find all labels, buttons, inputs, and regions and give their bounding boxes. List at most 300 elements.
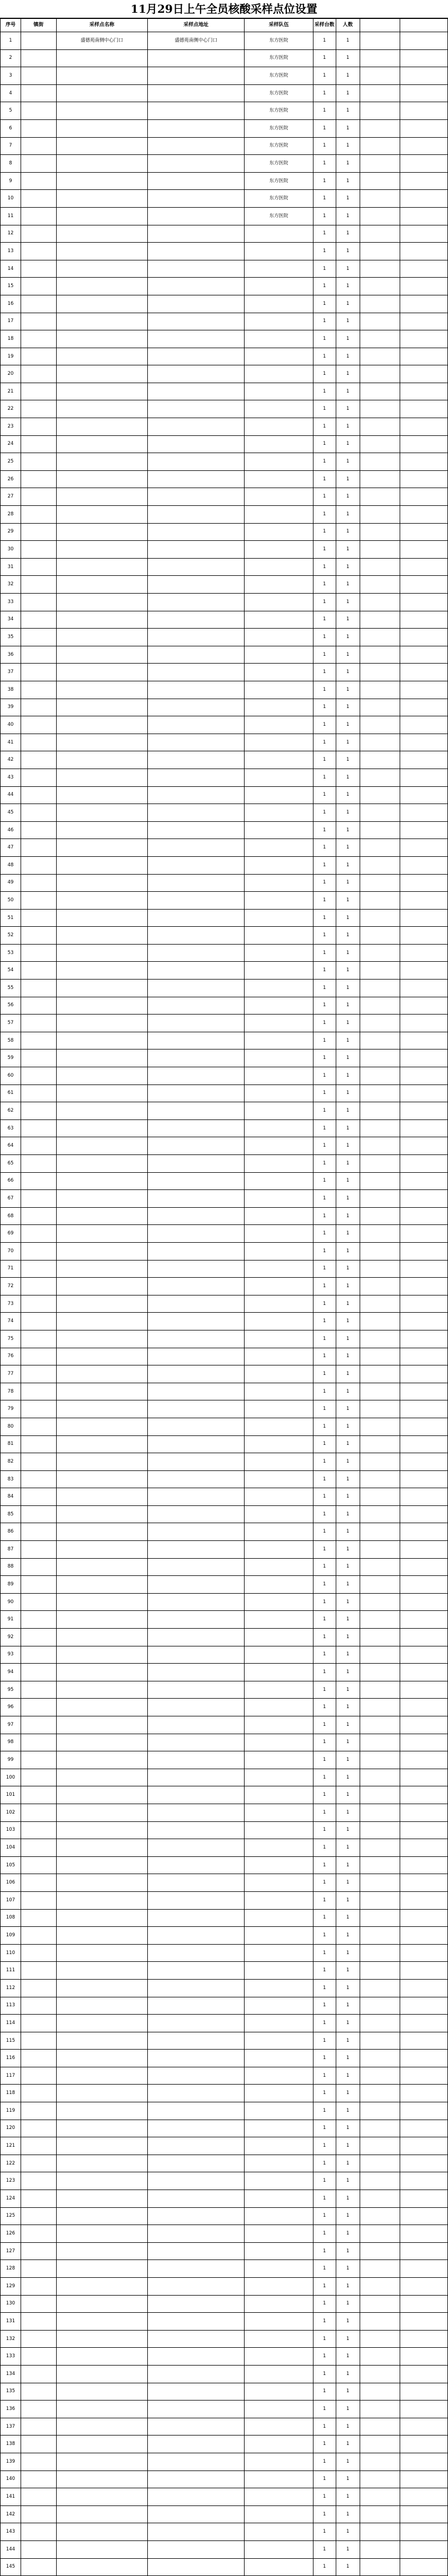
- cell-point-name: [56, 1084, 147, 1102]
- cell-remark: [400, 1435, 447, 1453]
- table-row: [1, 769, 448, 786]
- table-row: [1, 2488, 448, 2506]
- table-row: [1, 2348, 448, 2366]
- cell-people: 1: [336, 2365, 360, 2383]
- cell-remark: [400, 1699, 447, 1716]
- cell-stations: 1: [313, 558, 336, 576]
- cell-remark: [400, 1155, 447, 1173]
- cell-team: [245, 2453, 313, 2470]
- cell-point-name: [56, 2436, 147, 2453]
- cell-stations: 1: [313, 1699, 336, 1716]
- cell-seq: 126: [1, 2225, 21, 2243]
- cell-group: [360, 435, 400, 453]
- table-row: [1, 400, 448, 418]
- cell-stations: 1: [313, 1470, 336, 1488]
- cell-point-name: [56, 594, 147, 611]
- table-row: [1, 207, 448, 225]
- cell-people: 1: [336, 1260, 360, 1278]
- cell-town: [21, 1804, 56, 1821]
- cell-group: [360, 330, 400, 348]
- cell-point-name: [56, 874, 147, 892]
- cell-point-address: [147, 119, 245, 137]
- cell-team: 东方医院: [245, 207, 313, 225]
- table-row: [1, 1207, 448, 1225]
- cell-stations: 1: [313, 1769, 336, 1786]
- cell-people: 1: [336, 576, 360, 594]
- cell-group: [360, 225, 400, 243]
- cell-seq: 4: [1, 84, 21, 102]
- cell-team: [245, 2242, 313, 2260]
- cell-seq: 56: [1, 997, 21, 1015]
- cell-point-name: [56, 2242, 147, 2260]
- cell-stations: 1: [313, 1242, 336, 1260]
- cell-people: 1: [336, 1664, 360, 1681]
- cell-point-name: [56, 751, 147, 769]
- cell-stations: 1: [313, 67, 336, 85]
- cell-group: [360, 1435, 400, 1453]
- cell-point-name: [56, 2540, 147, 2558]
- table-row: [1, 2295, 448, 2313]
- cell-point-address: [147, 1050, 245, 1067]
- cell-town: [21, 699, 56, 716]
- cell-remark: [400, 172, 447, 190]
- cell-stations: 1: [313, 32, 336, 50]
- cell-town: [21, 243, 56, 260]
- cell-people: 1: [336, 1050, 360, 1067]
- cell-point-address: [147, 821, 245, 839]
- table-row: [1, 1821, 448, 1839]
- cell-point-address: [147, 558, 245, 576]
- cell-group: [360, 32, 400, 50]
- cell-people: 1: [336, 2418, 360, 2436]
- cell-stations: 1: [313, 1383, 336, 1400]
- cell-seq: 97: [1, 1716, 21, 1734]
- table-row: [1, 2453, 448, 2470]
- cell-stations: 1: [313, 2120, 336, 2137]
- cell-point-address: [147, 2225, 245, 2243]
- table-row: [1, 664, 448, 681]
- cell-group: [360, 751, 400, 769]
- cell-group: [360, 1821, 400, 1839]
- cell-group: [360, 2155, 400, 2172]
- cell-point-name: [56, 1365, 147, 1383]
- cell-remark: [400, 2313, 447, 2331]
- cell-point-address: [147, 594, 245, 611]
- cell-group: [360, 786, 400, 804]
- cell-remark: [400, 980, 447, 997]
- cell-town: [21, 997, 56, 1015]
- cell-stations: 1: [313, 418, 336, 436]
- cell-remark: [400, 927, 447, 945]
- table-row: [1, 2383, 448, 2401]
- cell-people: 1: [336, 997, 360, 1015]
- cell-point-address: [147, 2295, 245, 2313]
- cell-people: 1: [336, 2523, 360, 2541]
- cell-seq: 82: [1, 1453, 21, 1471]
- cell-point-name: [56, 1839, 147, 1857]
- cell-team: [245, 2015, 313, 2032]
- cell-people: 1: [336, 2295, 360, 2313]
- cell-people: 1: [336, 1646, 360, 1664]
- cell-stations: 1: [313, 506, 336, 524]
- cell-point-name: [56, 1856, 147, 1874]
- cell-town: [21, 1611, 56, 1629]
- cell-people: 1: [336, 2348, 360, 2366]
- cell-team: 东方医院: [245, 137, 313, 155]
- cell-point-address: [147, 2453, 245, 2470]
- cell-remark: [400, 119, 447, 137]
- cell-point-name: [56, 1207, 147, 1225]
- table-row: [1, 611, 448, 629]
- cell-group: [360, 2540, 400, 2558]
- cell-remark: [400, 1804, 447, 1821]
- cell-point-name: [56, 243, 147, 260]
- cell-team: [245, 313, 313, 330]
- cell-team: [245, 1927, 313, 1945]
- table-row: [1, 2190, 448, 2208]
- cell-team: [245, 260, 313, 278]
- cell-town: [21, 594, 56, 611]
- cell-group: [360, 909, 400, 927]
- cell-seq: 63: [1, 1119, 21, 1137]
- cell-group: [360, 1032, 400, 1050]
- cell-remark: [400, 2137, 447, 2155]
- cell-seq: 90: [1, 1593, 21, 1611]
- cell-remark: [400, 225, 447, 243]
- cell-people: 1: [336, 313, 360, 330]
- cell-remark: [400, 892, 447, 910]
- cell-point-name: [56, 681, 147, 699]
- cell-team: [245, 523, 313, 541]
- table-row: [1, 962, 448, 980]
- cell-point-name: [56, 1015, 147, 1032]
- cell-point-address: [147, 1786, 245, 1804]
- table-row: [1, 506, 448, 524]
- cell-point-address: [147, 1155, 245, 1173]
- cell-people: 1: [336, 1751, 360, 1769]
- table-header-row: [1, 19, 448, 32]
- cell-group: [360, 1278, 400, 1295]
- cell-seq: 26: [1, 470, 21, 488]
- table-row: [1, 2523, 448, 2541]
- cell-town: [21, 1751, 56, 1769]
- cell-point-name: [56, 418, 147, 436]
- cell-people: 1: [336, 1242, 360, 1260]
- cell-town: [21, 2242, 56, 2260]
- cell-stations: 1: [313, 2348, 336, 2366]
- cell-seq: 95: [1, 1681, 21, 1699]
- cell-stations: 1: [313, 2453, 336, 2470]
- cell-team: [245, 2278, 313, 2296]
- cell-people: 1: [336, 278, 360, 295]
- cell-group: [360, 1804, 400, 1821]
- cell-town: [21, 32, 56, 50]
- cell-town: [21, 2172, 56, 2190]
- cell-point-address: [147, 2330, 245, 2348]
- cell-stations: 1: [313, 225, 336, 243]
- table-row: [1, 32, 448, 50]
- cell-people: 1: [336, 523, 360, 541]
- cell-remark: [400, 1488, 447, 1506]
- cell-stations: 1: [313, 2523, 336, 2541]
- cell-stations: 1: [313, 1190, 336, 1208]
- cell-town: [21, 207, 56, 225]
- cell-seq: 110: [1, 1944, 21, 1962]
- cell-people: 1: [336, 84, 360, 102]
- cell-point-name: [56, 2383, 147, 2401]
- cell-team: [245, 1435, 313, 1453]
- table-row: [1, 1453, 448, 1471]
- table-row: [1, 67, 448, 85]
- cell-remark: [400, 2330, 447, 2348]
- cell-seq: 119: [1, 2102, 21, 2120]
- cell-remark: [400, 2260, 447, 2278]
- cell-town: [21, 2540, 56, 2558]
- cell-point-address: [147, 1629, 245, 1646]
- cell-group: [360, 1050, 400, 1067]
- cell-point-address: [147, 2523, 245, 2541]
- cell-seq: 55: [1, 980, 21, 997]
- cell-point-address: [147, 1505, 245, 1523]
- table-row: [1, 1330, 448, 1348]
- cell-point-address: [147, 1909, 245, 1927]
- cell-seq: 61: [1, 1084, 21, 1102]
- cell-people: 1: [336, 1155, 360, 1173]
- table-row: [1, 1997, 448, 2015]
- cell-point-name: [56, 435, 147, 453]
- cell-town: [21, 2085, 56, 2102]
- table-row: [1, 365, 448, 383]
- cell-stations: 1: [313, 734, 336, 751]
- cell-point-address: [147, 2102, 245, 2120]
- cell-seq: 3: [1, 67, 21, 85]
- cell-remark: [400, 1962, 447, 1980]
- cell-seq: 54: [1, 962, 21, 980]
- table-row: [1, 137, 448, 155]
- cell-team: [245, 1260, 313, 1278]
- cell-point-address: [147, 1330, 245, 1348]
- cell-group: [360, 1155, 400, 1173]
- cell-town: [21, 1997, 56, 2015]
- cell-stations: 1: [313, 488, 336, 506]
- cell-group: [360, 1576, 400, 1594]
- cell-remark: [400, 418, 447, 436]
- cell-people: 1: [336, 1313, 360, 1330]
- cell-people: 1: [336, 1769, 360, 1786]
- cell-stations: 1: [313, 1576, 336, 1594]
- cell-group: [360, 629, 400, 646]
- cell-point-address: [147, 2015, 245, 2032]
- cell-team: [245, 2488, 313, 2506]
- cell-stations: 1: [313, 313, 336, 330]
- cell-group: [360, 1330, 400, 1348]
- cell-people: 1: [336, 453, 360, 471]
- cell-remark: [400, 470, 447, 488]
- cell-town: [21, 295, 56, 313]
- cell-team: [245, 2383, 313, 2401]
- cell-remark: [400, 821, 447, 839]
- cell-remark: [400, 2015, 447, 2032]
- cell-seq: 141: [1, 2488, 21, 2506]
- cell-seq: 13: [1, 243, 21, 260]
- cell-point-address: [147, 243, 245, 260]
- cell-point-name: [56, 1962, 147, 1980]
- cell-point-address: [147, 1716, 245, 1734]
- table-row: [1, 1593, 448, 1611]
- cell-stations: 1: [313, 1523, 336, 1541]
- cell-team: 东方医院: [245, 102, 313, 120]
- cell-remark: [400, 1470, 447, 1488]
- cell-people: 1: [336, 2278, 360, 2296]
- cell-point-name: [56, 1155, 147, 1173]
- cell-seq: 127: [1, 2242, 21, 2260]
- cell-town: [21, 1383, 56, 1400]
- table-row: [1, 1313, 448, 1330]
- cell-stations: 1: [313, 1664, 336, 1681]
- table-row: [1, 980, 448, 997]
- cell-group: [360, 137, 400, 155]
- cell-stations: 1: [313, 2540, 336, 2558]
- cell-point-name: [56, 2137, 147, 2155]
- cell-point-address: [147, 2488, 245, 2506]
- cell-team: [245, 856, 313, 874]
- cell-group: [360, 2313, 400, 2331]
- cell-remark: [400, 1891, 447, 1909]
- table-row: [1, 470, 448, 488]
- cell-point-name: [56, 2067, 147, 2085]
- cell-remark: [400, 1734, 447, 1751]
- cell-stations: 1: [313, 1611, 336, 1629]
- cell-remark: [400, 2505, 447, 2523]
- cell-point-name: [56, 506, 147, 524]
- cell-point-address: [147, 155, 245, 173]
- cell-team: [245, 1488, 313, 1506]
- cell-remark: [400, 2540, 447, 2558]
- cell-group: [360, 119, 400, 137]
- cell-seq: 5: [1, 102, 21, 120]
- cell-group: [360, 681, 400, 699]
- cell-team: [245, 243, 313, 260]
- cell-stations: 1: [313, 541, 336, 559]
- cell-team: [245, 365, 313, 383]
- cell-town: [21, 2330, 56, 2348]
- cell-team: [245, 962, 313, 980]
- cell-seq: 106: [1, 1874, 21, 1892]
- cell-remark: [400, 1084, 447, 1102]
- cell-remark: [400, 2401, 447, 2418]
- cell-remark: [400, 1611, 447, 1629]
- cell-seq: 120: [1, 2120, 21, 2137]
- cell-remark: [400, 734, 447, 751]
- cell-seq: 10: [1, 190, 21, 208]
- cell-town: [21, 225, 56, 243]
- cell-team: [245, 453, 313, 471]
- cell-stations: 1: [313, 2383, 336, 2401]
- cell-point-address: [147, 699, 245, 716]
- cell-seq: 64: [1, 1137, 21, 1155]
- cell-point-address: [147, 1821, 245, 1839]
- cell-point-address: [147, 1242, 245, 1260]
- cell-team: [245, 681, 313, 699]
- cell-point-address: [147, 1453, 245, 1471]
- cell-stations: 1: [313, 1172, 336, 1190]
- cell-point-address: [147, 2172, 245, 2190]
- cell-remark: [400, 2050, 447, 2067]
- cell-point-name: [56, 1891, 147, 1909]
- cell-team: [245, 576, 313, 594]
- cell-stations: 1: [313, 1821, 336, 1839]
- cell-people: 1: [336, 2190, 360, 2208]
- cell-point-name: [56, 2190, 147, 2208]
- cell-point-address: [147, 541, 245, 559]
- column-header: 采样点名称: [56, 19, 147, 32]
- cell-seq: 30: [1, 541, 21, 559]
- cell-stations: 1: [313, 2137, 336, 2155]
- cell-group: [360, 190, 400, 208]
- cell-group: [360, 699, 400, 716]
- cell-point-address: [147, 1278, 245, 1295]
- cell-remark: [400, 2172, 447, 2190]
- cell-stations: 1: [313, 1505, 336, 1523]
- cell-seq: 81: [1, 1435, 21, 1453]
- cell-group: [360, 348, 400, 365]
- cell-town: [21, 2032, 56, 2050]
- table-row: [1, 2032, 448, 2050]
- cell-team: [245, 1453, 313, 1471]
- cell-town: [21, 1032, 56, 1050]
- cell-point-address: [147, 2085, 245, 2102]
- cell-stations: 1: [313, 1435, 336, 1453]
- cell-seq: 136: [1, 2401, 21, 2418]
- table-row: [1, 699, 448, 716]
- cell-point-name: [56, 2558, 147, 2576]
- cell-point-name: 盛德苑南侧中心门口: [56, 32, 147, 50]
- cell-town: [21, 2558, 56, 2576]
- cell-team: 东方医院: [245, 84, 313, 102]
- table-row: [1, 909, 448, 927]
- cell-remark: [400, 874, 447, 892]
- cell-people: 1: [336, 1716, 360, 1734]
- cell-people: 1: [336, 418, 360, 436]
- cell-people: 1: [336, 2085, 360, 2102]
- cell-team: [245, 2436, 313, 2453]
- cell-town: [21, 190, 56, 208]
- cell-stations: 1: [313, 1681, 336, 1699]
- cell-group: [360, 664, 400, 681]
- cell-town: [21, 470, 56, 488]
- cell-stations: 1: [313, 804, 336, 822]
- cell-town: [21, 944, 56, 962]
- cell-point-name: [56, 1295, 147, 1313]
- table-row: [1, 1383, 448, 1400]
- cell-stations: 1: [313, 1541, 336, 1559]
- cell-remark: [400, 1979, 447, 1997]
- cell-town: [21, 1050, 56, 1067]
- cell-remark: [400, 1278, 447, 1295]
- cell-seq: 144: [1, 2540, 21, 2558]
- cell-point-address: [147, 980, 245, 997]
- cell-point-address: [147, 278, 245, 295]
- cell-remark: [400, 1541, 447, 1559]
- cell-people: 1: [336, 786, 360, 804]
- cell-remark: [400, 1295, 447, 1313]
- cell-team: [245, 751, 313, 769]
- cell-team: [245, 1681, 313, 1699]
- cell-remark: [400, 190, 447, 208]
- cell-group: [360, 1470, 400, 1488]
- cell-team: 东方医院: [245, 67, 313, 85]
- cell-remark: [400, 1997, 447, 2015]
